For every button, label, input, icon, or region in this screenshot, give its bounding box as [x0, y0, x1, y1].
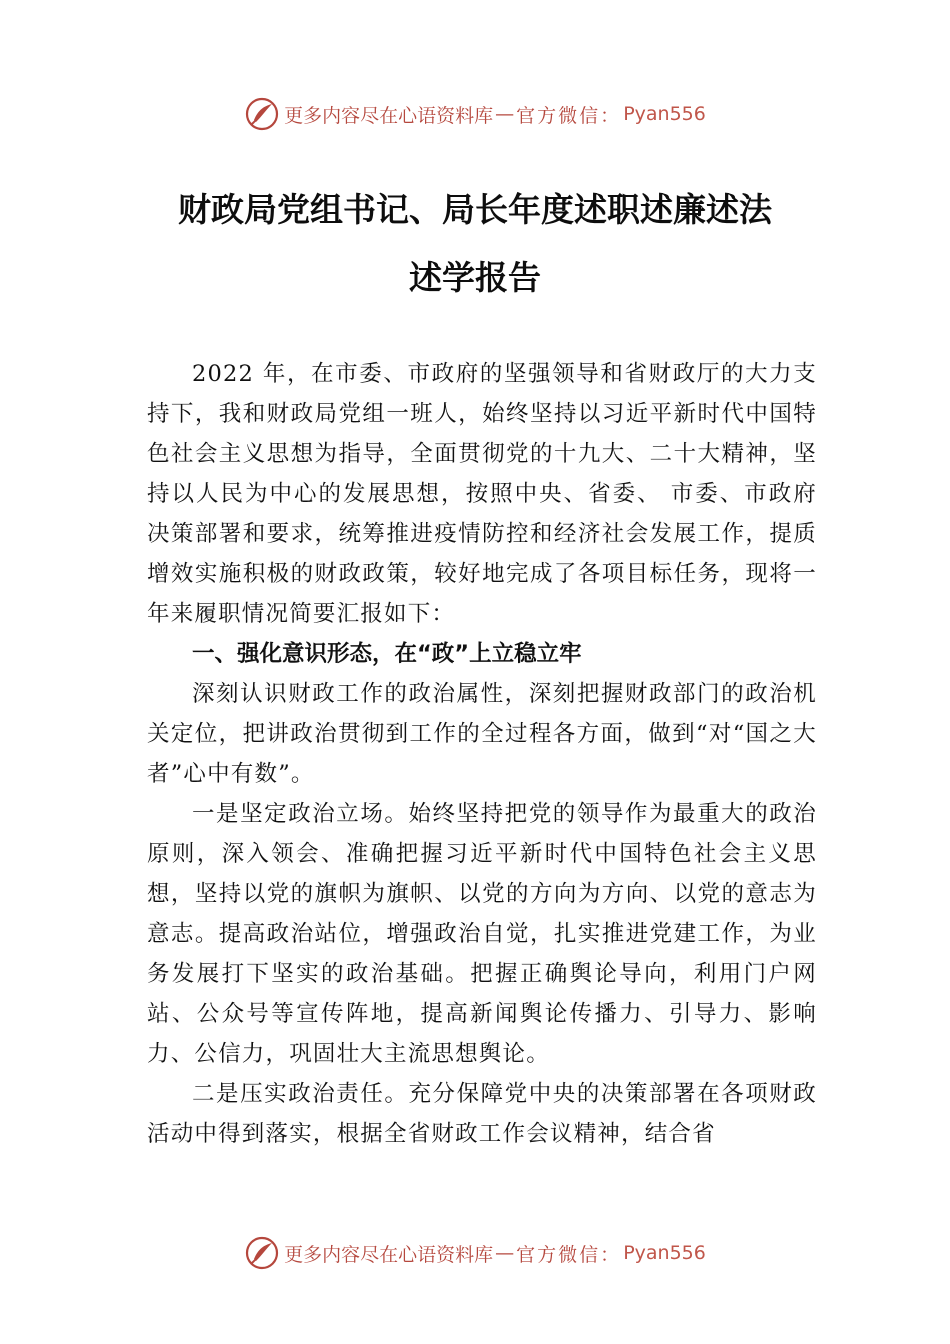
document-body — [147, 354, 817, 1154]
paragraph-intro: 2022 年，在市委、市政府的坚强领导和省财政厅的大力支持下，我和财政局党组一班人，始终坚持以习近平新时代中国特色社会主义思想为指导，全面贯彻党的十九大、二十大精神，坚持以人民为中心的发展思想，按照中央、省委、 市委、市政府决策部署和要求，统筹推进疫情防控和经济社会发展工作，提质增效实施积极的财政政策，较好地完成了各项目标任务，现将一年来履职情况简要汇报如下： — [147, 361, 817, 627]
paragraph-point-1: 一是坚定政治立场。始终坚持把党的领导作为最重大的政治原则，深入领会、准确把握习近平新时代中国特色社会主义思想，坚持以党的旗帜为旗帜、以党的方向为方向、以党的意志为意志。提高政治站位，增强政治自觉，扎实推进党建工作，为业务发展打下坚实的政治基础。把握正确舆论导向，利用门户网站、公众号等宣传阵地，提高新闻舆论传播力、引导力、影响力、公信力，巩固壮大主流思想舆论。 — [147, 801, 817, 1067]
document-title-line1: 财政局党组书记、局长年度述职述廉述法 — [178, 190, 772, 229]
watermark-label: 官方微信： — [516, 104, 622, 127]
brand-logo-icon — [244, 1235, 280, 1271]
document-title-line2: 述学报告 — [409, 258, 541, 297]
paragraph-point-2: 二是压实政治责任。充分保障党中央的决策部署在各项财政活动中得到落实，根据全省财政工作会议精神，结合省 — [147, 1081, 817, 1147]
section-heading-1: 一、强化意识形态，在“政”上立稳立牢 — [192, 641, 582, 667]
paragraph-section-intro: 深刻认识财政工作的政治属性，深刻把握财政部门的政治机关定位，把讲政治贯彻到工作的全过程各方面，做到“对“国之大者”心中有数”。 — [147, 681, 817, 787]
footer-watermark — [0, 1233, 950, 1273]
header-watermark — [0, 94, 950, 134]
watermark-brand: 更多内容尽在心语资料库 — [284, 104, 494, 127]
watermark-wechat-id: Pyan556 — [623, 103, 706, 125]
watermark-dash: — — [495, 1242, 515, 1264]
watermark-brand: 更多内容尽在心语资料库 — [284, 1243, 494, 1266]
brand-logo-icon — [244, 96, 280, 132]
watermark-dash: — — [495, 103, 515, 125]
watermark-label: 官方微信： — [516, 1243, 622, 1266]
watermark-wechat-id: Pyan556 — [623, 1242, 706, 1264]
